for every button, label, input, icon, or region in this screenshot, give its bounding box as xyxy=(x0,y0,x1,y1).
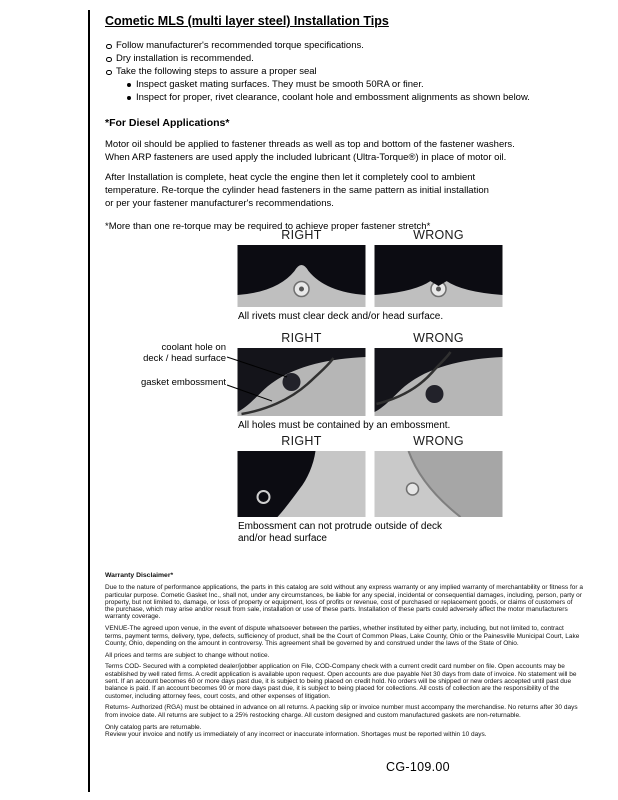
coolant-hole-icon xyxy=(426,385,444,403)
legal-paragraph: Terms COD- Secured with a completed dealer/jobber application on File, COD-Company check with a current credit card number on file. Open accounts may be established by well rated firms. A credit application is available upon request. Open accounts are due payable Net 30 days from date of invoice. No statement will be sent. If an account becomes 60 or more days past due, it is subject to being placed on credit hold. No orders will be shipped or new orders accepted until past due balance is paid. If an account becomes 90 or more days past due, it is subject to being placed for collections. All costs of collection are the responsibility of the customer, including attorney fees, court costs, and other expenses of litigation. xyxy=(105,663,577,700)
wrong-label: WRONG xyxy=(413,331,464,345)
legal-paragraph: Review your invoice and notify us immediately of any incorrect or inaccurate information. Shortages must be reported within 10 days. xyxy=(105,730,487,738)
legal-paragraph: Returns- Authorized (RGA) must be obtained in advance on all returns. A packing slip or invoice number must accompany the merchandise. No returns after 30 days from invoice date. All returns are subject to a 25% restocking charge. All custom designed and custom manufactured gaskets are non-returnable. xyxy=(105,704,578,719)
diagram-panels xyxy=(237,245,503,307)
legal-paragraph: All prices and terms are subject to change without notice. xyxy=(105,651,270,659)
tip-item: Follow manufacturer's recommended torque specifications. xyxy=(105,39,580,52)
deck-edge-caption xyxy=(238,521,503,545)
paragraph-line: Motor oil should be applied to fastener threads as well as top and bottom of the fastener washers. xyxy=(105,139,515,150)
rivet-caption: All rivets must clear deck and/or head surface. xyxy=(238,311,444,322)
diesel-paragraph-2 xyxy=(105,171,580,210)
subtip-item: Inspect gasket mating surfaces. They must be smooth 50RA or finer. xyxy=(126,78,580,91)
callout-line-text: deck / head surface xyxy=(143,353,226,364)
rivet-clearance-right-diagram xyxy=(237,245,366,307)
main-content xyxy=(105,14,580,233)
embossment-caption: All holes must be contained by an embossment. xyxy=(238,420,451,431)
diesel-applications-heading: *For Diesel Applications* xyxy=(105,117,230,129)
right-label: RIGHT xyxy=(281,434,322,448)
legal-section xyxy=(105,572,583,743)
right-label: RIGHT xyxy=(281,331,322,345)
rivet-diagram-row xyxy=(237,228,503,323)
installation-subtips-list xyxy=(105,78,580,104)
legal-paragraph: Only catalog parts are returnable. xyxy=(105,723,202,731)
page-title: Cometic MLS (multi layer steel) Installation Tips xyxy=(105,14,389,28)
retorque-note: *More than one re-torque may be required to achieve proper fastener stretch* xyxy=(105,221,431,232)
gasket-embossment-callout-label: gasket embossment xyxy=(140,377,226,388)
coolant-hole-wrong-diagram xyxy=(374,348,503,416)
embossment-ring-icon xyxy=(407,483,419,495)
subtip-item: Inspect for proper, rivet clearance, coolant hole and embossment alignments as shown below. xyxy=(126,91,580,104)
warranty-disclaimer-heading: Warranty Disclaimer* xyxy=(105,572,174,579)
right-label: RIGHT xyxy=(281,228,322,242)
deck-edge-right-diagram xyxy=(237,451,366,517)
callout-leader-lines xyxy=(188,340,308,412)
tip-item: Dry installation is recommended. xyxy=(105,52,580,65)
callout-line-text: coolant hole on xyxy=(161,342,226,353)
diagram-labels xyxy=(237,228,503,243)
left-border-rule xyxy=(88,10,90,792)
installation-tips-list xyxy=(105,39,580,78)
paragraph-line: temperature. Re-torque the cylinder head fasteners in the same pattern as initial installation xyxy=(105,185,489,196)
tip-item: Take the following steps to assure a proper seal xyxy=(105,65,580,78)
wrong-label: WRONG xyxy=(413,228,464,242)
paragraph-line: When ARP fasteners are used apply the included lubricant (Ultra-Torque®) in place of motor oil. xyxy=(105,152,507,163)
legal-paragraph: VENUE-The agreed upon venue, in the event of dispute whatsoever between the parties, whether instituted by either party, including, but not limited to, contract terms, payment terms, delivery, type, defects, sufficiency of product, shall be the Court of Common Pleas, Lake County, Ohio or the Painesville Municipal Court, Lake County, Ohio, depending on the amount in controversy. This agreement shall be governed by and construed under the laws of the State of Ohio. xyxy=(105,625,580,647)
wrong-label: WRONG xyxy=(413,434,464,448)
deck-edge-wrong-diagram xyxy=(374,451,503,517)
diagram-labels xyxy=(237,434,503,449)
rivet-clearance-wrong-diagram xyxy=(374,245,503,307)
paragraph-line: or per your fastener manufacturer's recommendations. xyxy=(105,198,334,209)
catalog-page-code: CG-109.00 xyxy=(386,760,450,774)
paragraph-line: After Installation is complete, heat cycle the engine then let it completely cool to ambient xyxy=(105,172,476,183)
diesel-paragraph-1 xyxy=(105,138,580,164)
caption-line: and/or head surface xyxy=(238,533,327,544)
legal-paragraph: Due to the nature of performance applications, the parts in this catalog are sold without any express warranty or any implied warranty of merchantability or fitness for a particular purpose. Cometic Gasket Inc., shall not, under any circumstances, be liable for any special, incidental or consequential damages, including, person, party or property, but not limited to, damage, or loss of property or equipment, loss of profits or revenue, cost of purchased or replacement goods, or claims of customers of the purchase, which may arise and/or result from sale, installation or use of these parts. Installation of these parts could adversely affect the motor manufacturers warranty coverage. xyxy=(105,584,583,621)
deck-edge-diagram-row xyxy=(237,434,503,545)
caption-line: Embossment can not protrude outside of deck xyxy=(238,521,443,532)
diagram-panels xyxy=(237,451,503,517)
